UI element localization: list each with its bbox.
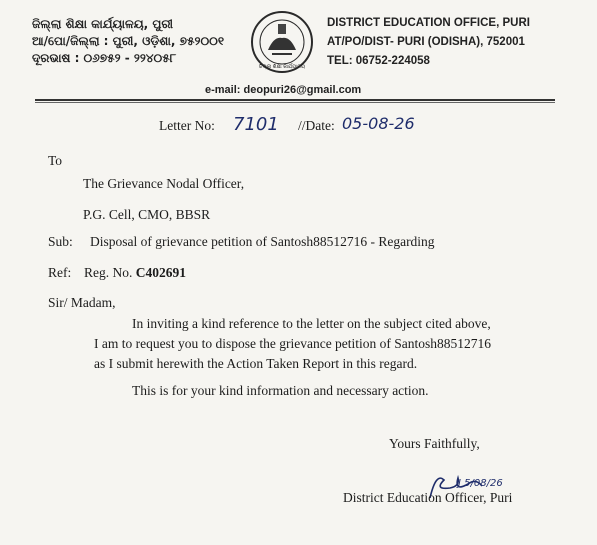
reference-number: C402691 bbox=[135, 265, 186, 280]
reference-prefix: Reg. No. bbox=[84, 265, 133, 280]
government-seal-icon bbox=[250, 10, 314, 74]
subject-text: Disposal of grievance petition of Santosh88512716 - Regarding bbox=[90, 234, 435, 249]
to-label: To bbox=[48, 153, 63, 168]
body-line-3: as I submit herewith the Action Taken Report in this regard. bbox=[94, 356, 418, 371]
yours-faithfully: Yours Faithfully, bbox=[389, 436, 480, 451]
office-email: e-mail: deopuri26@gmail.com bbox=[205, 84, 362, 96]
letter-no-value: 7101 bbox=[233, 114, 279, 135]
subject-label: Sub: bbox=[48, 234, 73, 249]
signatory-title: District Education Officer, Puri bbox=[343, 490, 513, 505]
addressee-line-2: P.G. Cell, CMO, BBSR bbox=[83, 207, 211, 222]
signature-date: J 5/08/26 bbox=[458, 478, 503, 489]
letterhead-english bbox=[327, 14, 587, 71]
closing-line: This is for your kind information and necessary action. bbox=[132, 383, 429, 398]
letterhead-odia bbox=[32, 16, 250, 67]
body-line-1: In inviting a kind reference to the letter on the subject cited above, bbox=[132, 316, 491, 331]
odia-address: ଆ/ପୋ/ଜିଲ୍ଲା : ପୁରୀ, ଓଡ଼ିଶା, ୭୫୨୦୦୧ bbox=[32, 34, 225, 48]
odia-office-name: ଜିଲ୍ଲା ଶିକ୍ଷା କାର୍ଯ୍ୟାଳୟ, ପୁରୀ bbox=[32, 17, 174, 31]
date-label: //Date: bbox=[298, 118, 335, 133]
reference-text bbox=[84, 265, 186, 281]
reference-label: Ref: bbox=[48, 265, 72, 280]
english-address: AT/PO/DIST- PURI (ODISHA), 752001 bbox=[327, 36, 525, 48]
addressee-line-1: The Grievance Nodal Officer, bbox=[83, 176, 245, 191]
body-line-2: I am to request you to dispose the grievance petition of Santosh88512716 bbox=[94, 336, 492, 351]
salutation: Sir/ Madam, bbox=[48, 295, 116, 310]
english-office-name: DISTRICT EDUCATION OFFICE, PURI bbox=[327, 17, 530, 29]
letter-no-label: Letter No: bbox=[159, 118, 215, 133]
seal-caption: ଜିଲ୍ଲା ଶିକ୍ଷା କାର୍ଯ୍ୟାଳୟ bbox=[258, 64, 306, 70]
date-value: 05-08-26 bbox=[342, 114, 415, 133]
letterhead-divider-thin bbox=[35, 102, 555, 103]
english-phone: TEL: 06752-224058 bbox=[327, 55, 430, 67]
letterhead-divider bbox=[35, 99, 555, 101]
odia-phone: ଦୂରଭାଷ : ୦୬୭୫୨ - ୨୨୪୦୫୮ bbox=[32, 51, 176, 65]
